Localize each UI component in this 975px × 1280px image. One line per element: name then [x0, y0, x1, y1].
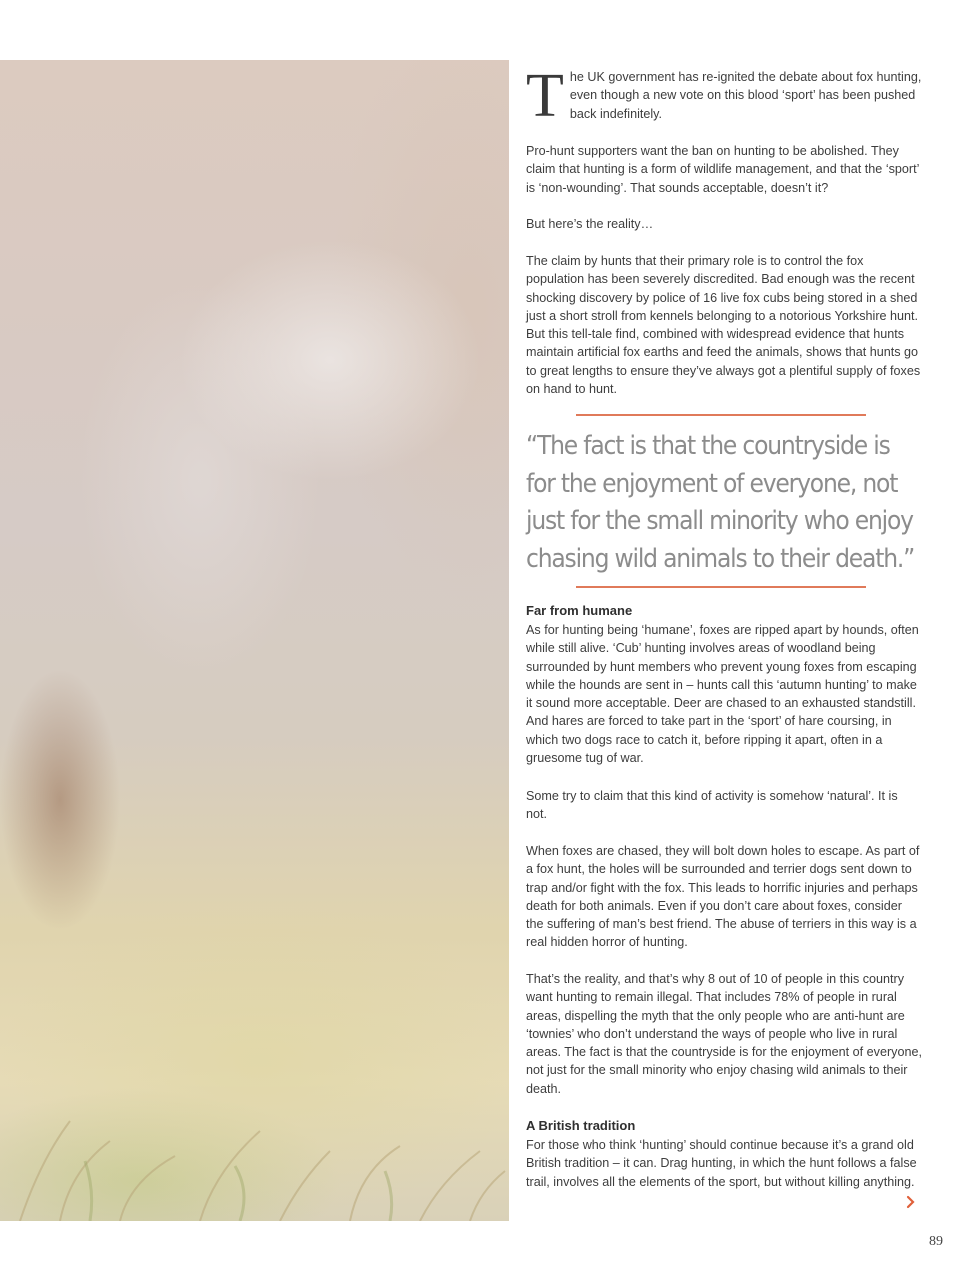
page-number: 89	[929, 1234, 943, 1249]
body-paragraph-1: Pro-hunt supporters want the ban on hunting to be abolished. They claim that hunting is a form of wildlife management, and that the ‘sport’ is ‘non-wounding’. That sounds acceptable, doesn’t it?	[526, 144, 919, 195]
body-paragraph-3: The claim by hunts that their primary role is to control the fox population has been severely discredited. Bad enough was the recent shocking discovery by police of 16 live fox cubs being stored in a shed just a short stroll from kennels belonging to a notorious Yorkshire hunt. But this tell-tale find, combined with widespread evidence that hunts maintain artificial fox earths and feed the animals, shows that hunts go to great lengths to ensure they’ve always got a plentiful supply of foxes on hand to hunt.	[526, 254, 921, 397]
body-paragraph-8: For those who think ‘hunting’ should continue because it’s a grand old British tradition – it can. Drag hunting, in which the hunt follows a false trail, involves all the elements of the sport, but without killing anything.	[526, 1138, 917, 1189]
body-paragraph-7: That’s the reality, and that’s why 8 out of 10 of people in this country want hunting to remain illegal. That includes 78% of people in rural areas, dispelling the myth that the only people who are anti-hunt are ‘townies’ who don’t understand the ways of people who live in rural areas. The fact is that the countryside is for the enjoyment of everyone, not just for the small minority who enjoy chasing wild animals to their death.	[526, 972, 922, 1096]
body-paragraph-6: When foxes are chased, they will bolt down holes to escape. As part of a fox hunt, the holes will be surrounded and terrier dogs sent down to trap and/or fight with the fox. This leads to horrific injuries and perhaps death for both animals. Even if you don’t care about foxes, consider the suffering of man’s best friend. The abuse of terriers in this way is a real hidden horror of hunting.	[526, 844, 920, 950]
body-paragraph-5: Some try to claim that this kind of activity is somehow ‘natural’. It is not.	[526, 789, 898, 822]
intro-text: he UK government has re-ignited the debate about fox hunting, even though a new vote on this blood ‘sport’ has been pushed back indefinitely.	[569, 70, 922, 121]
body-paragraph-2: But here’s the reality…	[526, 217, 654, 231]
drop-cap: T	[526, 62, 564, 130]
section-heading-british-tradition: A British tradition	[526, 1118, 636, 1133]
pullquote-divider-top	[576, 414, 866, 416]
intro-paragraph	[526, 62, 922, 130]
body-paragraph-4: As for hunting being ‘humane’, foxes are ripped apart by hounds, often while still alive. ‘Cub’ hunting involves areas of woodland being surrounded by hunt members who prevent young foxes from escaping while the hounds are sent in – hunts call this ‘autumn hunting’ to make it sound more acceptable. Deer are chased to an exhausted standstill. And hares are forced to take part in the ‘sport’ of hare coursing, in which two dogs race to catch it, before ripping it apart, often in a gruesome tug of war.	[526, 623, 919, 766]
pull-quote: “The fact is that the countryside is for the enjoyment of everyone, not just for the small minority who enjoy chasing wild animals to their death.”	[526, 431, 915, 574]
chevron-right-icon[interactable]	[905, 1195, 921, 1213]
grass-blades-graphic	[0, 1061, 509, 1221]
blurred-nature-photo	[0, 60, 509, 1221]
pullquote-divider-bottom	[576, 586, 866, 588]
section-heading-far-from-humane: Far from humane	[526, 603, 633, 618]
